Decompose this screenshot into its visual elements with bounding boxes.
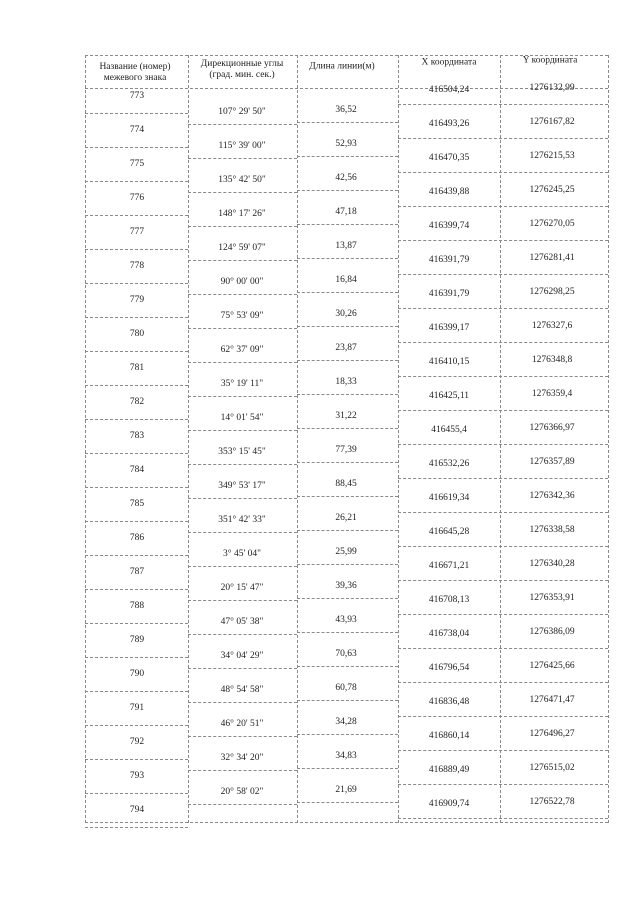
row-divider [85,759,188,760]
row-divider [188,702,297,703]
mark-name: 793 [129,771,145,781]
directional-angle: 90° 00' 00" [220,277,264,287]
line-length: 39,36 [335,581,357,591]
x-coordinate: 416796,54 [428,663,470,673]
y-coordinate: 1276471,47 [529,695,575,705]
mark-name: 778 [129,261,145,271]
row-divider [188,396,297,397]
line-length: 70,63 [335,649,357,659]
row-divider [398,104,608,105]
x-coordinate: 416439,88 [428,187,470,197]
y-coordinate: 1276245,25 [529,185,575,195]
column-divider [85,55,86,823]
row-divider [297,292,398,293]
directional-angle: 47° 05' 38" [220,617,264,627]
y-coordinate: 1276496,27 [529,729,575,739]
row-divider [297,632,398,633]
directional-angle: 107° 29' 50" [218,107,266,117]
row-divider [297,768,398,769]
row-divider [85,181,188,182]
x-coordinate: 416645,28 [428,527,470,537]
directional-angle: 349° 53' 17" [218,481,266,491]
x-coordinate: 416619,34 [428,493,470,503]
row-divider [398,478,608,479]
directional-angle: 14° 01' 54" [220,413,264,423]
line-length: 42,56 [335,173,357,183]
row-divider [188,736,297,737]
mark-name: 775 [129,159,145,169]
column-divider [398,55,399,823]
column-divider [188,55,189,823]
row-divider [398,274,608,275]
directional-angle: 351° 42' 33" [218,515,266,525]
row-divider [85,55,608,56]
directional-angle: 148° 17' 26" [218,209,266,219]
y-coordinate: 1276353,91 [529,593,575,603]
row-divider [188,430,297,431]
y-coordinate: 1276348,8 [531,355,573,365]
y-coordinate: 1276340,28 [529,559,575,569]
row-divider [85,249,188,250]
row-divider [188,260,297,261]
x-coordinate: 416504,24 [428,85,470,95]
directional-angle: 353° 15' 45" [218,447,266,457]
directional-angle: 135° 42' 50" [218,175,266,185]
line-length: 77,39 [335,445,357,455]
mark-name: 788 [129,601,145,611]
mark-name: 779 [129,295,145,305]
header-directional-angle: Дирекционные углы (град. мин. сек.) [200,59,284,80]
mark-name: 784 [129,465,145,475]
header-mark-name: Название (номер) межевого знака [99,62,171,83]
row-divider [85,793,188,794]
mark-name: 787 [129,567,145,577]
column-divider [500,55,501,823]
mark-name: 790 [129,669,145,679]
x-coordinate: 416860,14 [428,731,470,741]
row-divider [398,682,608,683]
row-divider [398,308,608,309]
line-length: 60,78 [335,683,357,693]
row-divider [188,498,297,499]
x-coordinate: 416399,17 [428,323,470,333]
line-length: 16,84 [335,275,357,285]
x-coordinate: 416410,15 [428,357,470,367]
line-length: 34,28 [335,717,357,727]
line-length: 21,69 [335,785,357,795]
line-length: 13,87 [335,241,357,251]
directional-angle: 34° 04' 29" [220,651,264,661]
header-y-coordinate: Y координата [522,55,578,66]
line-length: 18,33 [335,377,357,387]
mark-name: 794 [129,805,145,815]
mark-name: 789 [129,635,145,645]
row-divider [398,410,608,411]
row-divider [297,224,398,225]
row-divider [188,362,297,363]
y-coordinate: 1276342,36 [529,491,575,501]
mark-name: 792 [129,737,145,747]
row-divider [85,725,188,726]
row-divider [297,802,398,803]
row-divider [85,555,188,556]
x-coordinate: 416399,74 [428,221,470,231]
x-coordinate: 416909,74 [428,799,470,809]
mark-name: 791 [129,703,145,713]
row-divider [85,317,188,318]
row-divider [85,283,188,284]
directional-angle: 20° 58' 02" [220,787,264,797]
row-divider [398,648,608,649]
y-coordinate: 1276281,41 [529,253,575,263]
row-divider [398,444,608,445]
row-divider [297,462,398,463]
row-divider [297,190,398,191]
x-coordinate: 416532,26 [428,459,470,469]
row-divider [297,360,398,361]
row-divider [297,122,398,123]
row-divider [398,546,608,547]
row-divider [398,784,608,785]
directional-angle: 62° 37' 09" [220,345,264,355]
row-divider [85,827,188,828]
x-coordinate: 416470,35 [428,153,470,163]
mark-name: 781 [129,363,145,373]
row-divider [188,124,297,125]
x-coordinate: 416738,04 [428,629,470,639]
mark-name: 777 [129,227,145,237]
directional-angle: 46° 20' 51" [220,719,264,729]
x-coordinate: 416391,79 [428,255,470,265]
row-divider [297,428,398,429]
mark-name: 786 [129,533,145,543]
row-divider [398,342,608,343]
row-divider [188,668,297,669]
row-divider [85,215,188,216]
x-coordinate: 416836,48 [428,697,470,707]
y-coordinate: 1276270,05 [529,219,575,229]
header-x-coordinate: X координата [421,57,477,68]
row-divider [297,564,398,565]
y-coordinate: 1276167,82 [529,117,575,127]
mark-name: 780 [129,329,145,339]
y-coordinate: 1276425,66 [529,661,575,671]
row-divider [85,657,188,658]
line-length: 25,99 [335,547,357,557]
row-divider [188,566,297,567]
x-coordinate: 416671,21 [428,561,470,571]
y-coordinate: 1276338,58 [529,525,575,535]
line-length: 36,52 [335,105,357,115]
line-length: 30,26 [335,309,357,319]
row-divider [85,822,608,823]
y-coordinate: 1276215,53 [529,151,575,161]
line-length: 31,22 [335,411,357,421]
y-coordinate: 1276327,6 [531,321,573,331]
row-divider [297,394,398,395]
row-divider [85,453,188,454]
row-divider [85,487,188,488]
y-coordinate: 1276132,99 [529,83,575,93]
y-coordinate: 1276366,97 [529,423,575,433]
row-divider [398,240,608,241]
row-divider [398,172,608,173]
row-divider [188,328,297,329]
line-length: 26,21 [335,513,357,523]
directional-angle: 115° 39' 00" [218,141,266,151]
row-divider [85,113,188,114]
row-divider [85,691,188,692]
mark-name: 782 [129,397,145,407]
row-divider [297,258,398,259]
row-divider [297,496,398,497]
row-divider [398,512,608,513]
row-divider [297,530,398,531]
x-coordinate: 416493,26 [428,119,470,129]
mark-name: 774 [129,125,145,135]
directional-angle: 35° 19' 11" [220,379,264,389]
row-divider [85,521,188,522]
y-coordinate: 1276386,09 [529,627,575,637]
row-divider [188,226,297,227]
directional-angle: 124° 59' 07" [218,243,266,253]
row-divider [188,532,297,533]
row-divider [398,750,608,751]
row-divider [188,600,297,601]
mark-name: 776 [129,193,145,203]
row-divider [398,138,608,139]
x-coordinate: 416391,79 [428,289,470,299]
directional-angle: 32° 34' 20" [220,753,264,763]
x-coordinate: 416455,4 [431,425,467,435]
directional-angle: 48° 54' 58" [220,685,264,695]
directional-angle: 20° 15' 47" [220,583,264,593]
x-coordinate: 416708,13 [428,595,470,605]
row-divider [297,700,398,701]
column-divider [608,55,609,823]
y-coordinate: 1276522,78 [529,797,575,807]
row-divider [398,818,608,819]
row-divider [85,351,188,352]
row-divider [188,770,297,771]
row-divider [398,376,608,377]
header-line-length: Длина линии(м) [309,61,375,72]
row-divider [85,385,188,386]
line-length: 52,93 [335,139,357,149]
row-divider [188,464,297,465]
row-divider [85,147,188,148]
row-divider [398,580,608,581]
row-divider [398,206,608,207]
directional-angle: 3° 45' 04" [223,549,261,559]
mark-name: 783 [129,431,145,441]
line-length: 47,18 [335,207,357,217]
y-coordinate: 1276515,02 [529,763,575,773]
y-coordinate: 1276357,89 [529,457,575,467]
row-divider [188,804,297,805]
x-coordinate: 416425,11 [428,391,470,401]
row-divider [297,156,398,157]
column-divider [297,55,298,823]
row-divider [188,634,297,635]
line-length: 88,45 [335,479,357,489]
row-divider [297,326,398,327]
line-length: 43,93 [335,615,357,625]
row-divider [297,734,398,735]
x-coordinate: 416889,49 [428,765,470,775]
row-divider [398,614,608,615]
row-divider [85,589,188,590]
row-divider [297,666,398,667]
directional-angle: 75° 53' 09" [220,311,264,321]
mark-name: 773 [129,91,145,101]
y-coordinate: 1276298,25 [529,287,575,297]
line-length: 34,83 [335,751,357,761]
row-divider [188,158,297,159]
y-coordinate: 1276359,4 [531,389,573,399]
line-length: 23,87 [335,343,357,353]
row-divider [188,192,297,193]
row-divider [398,716,608,717]
row-divider [297,598,398,599]
row-divider [85,419,188,420]
row-divider [188,294,297,295]
row-divider [85,623,188,624]
mark-name: 785 [129,499,145,509]
